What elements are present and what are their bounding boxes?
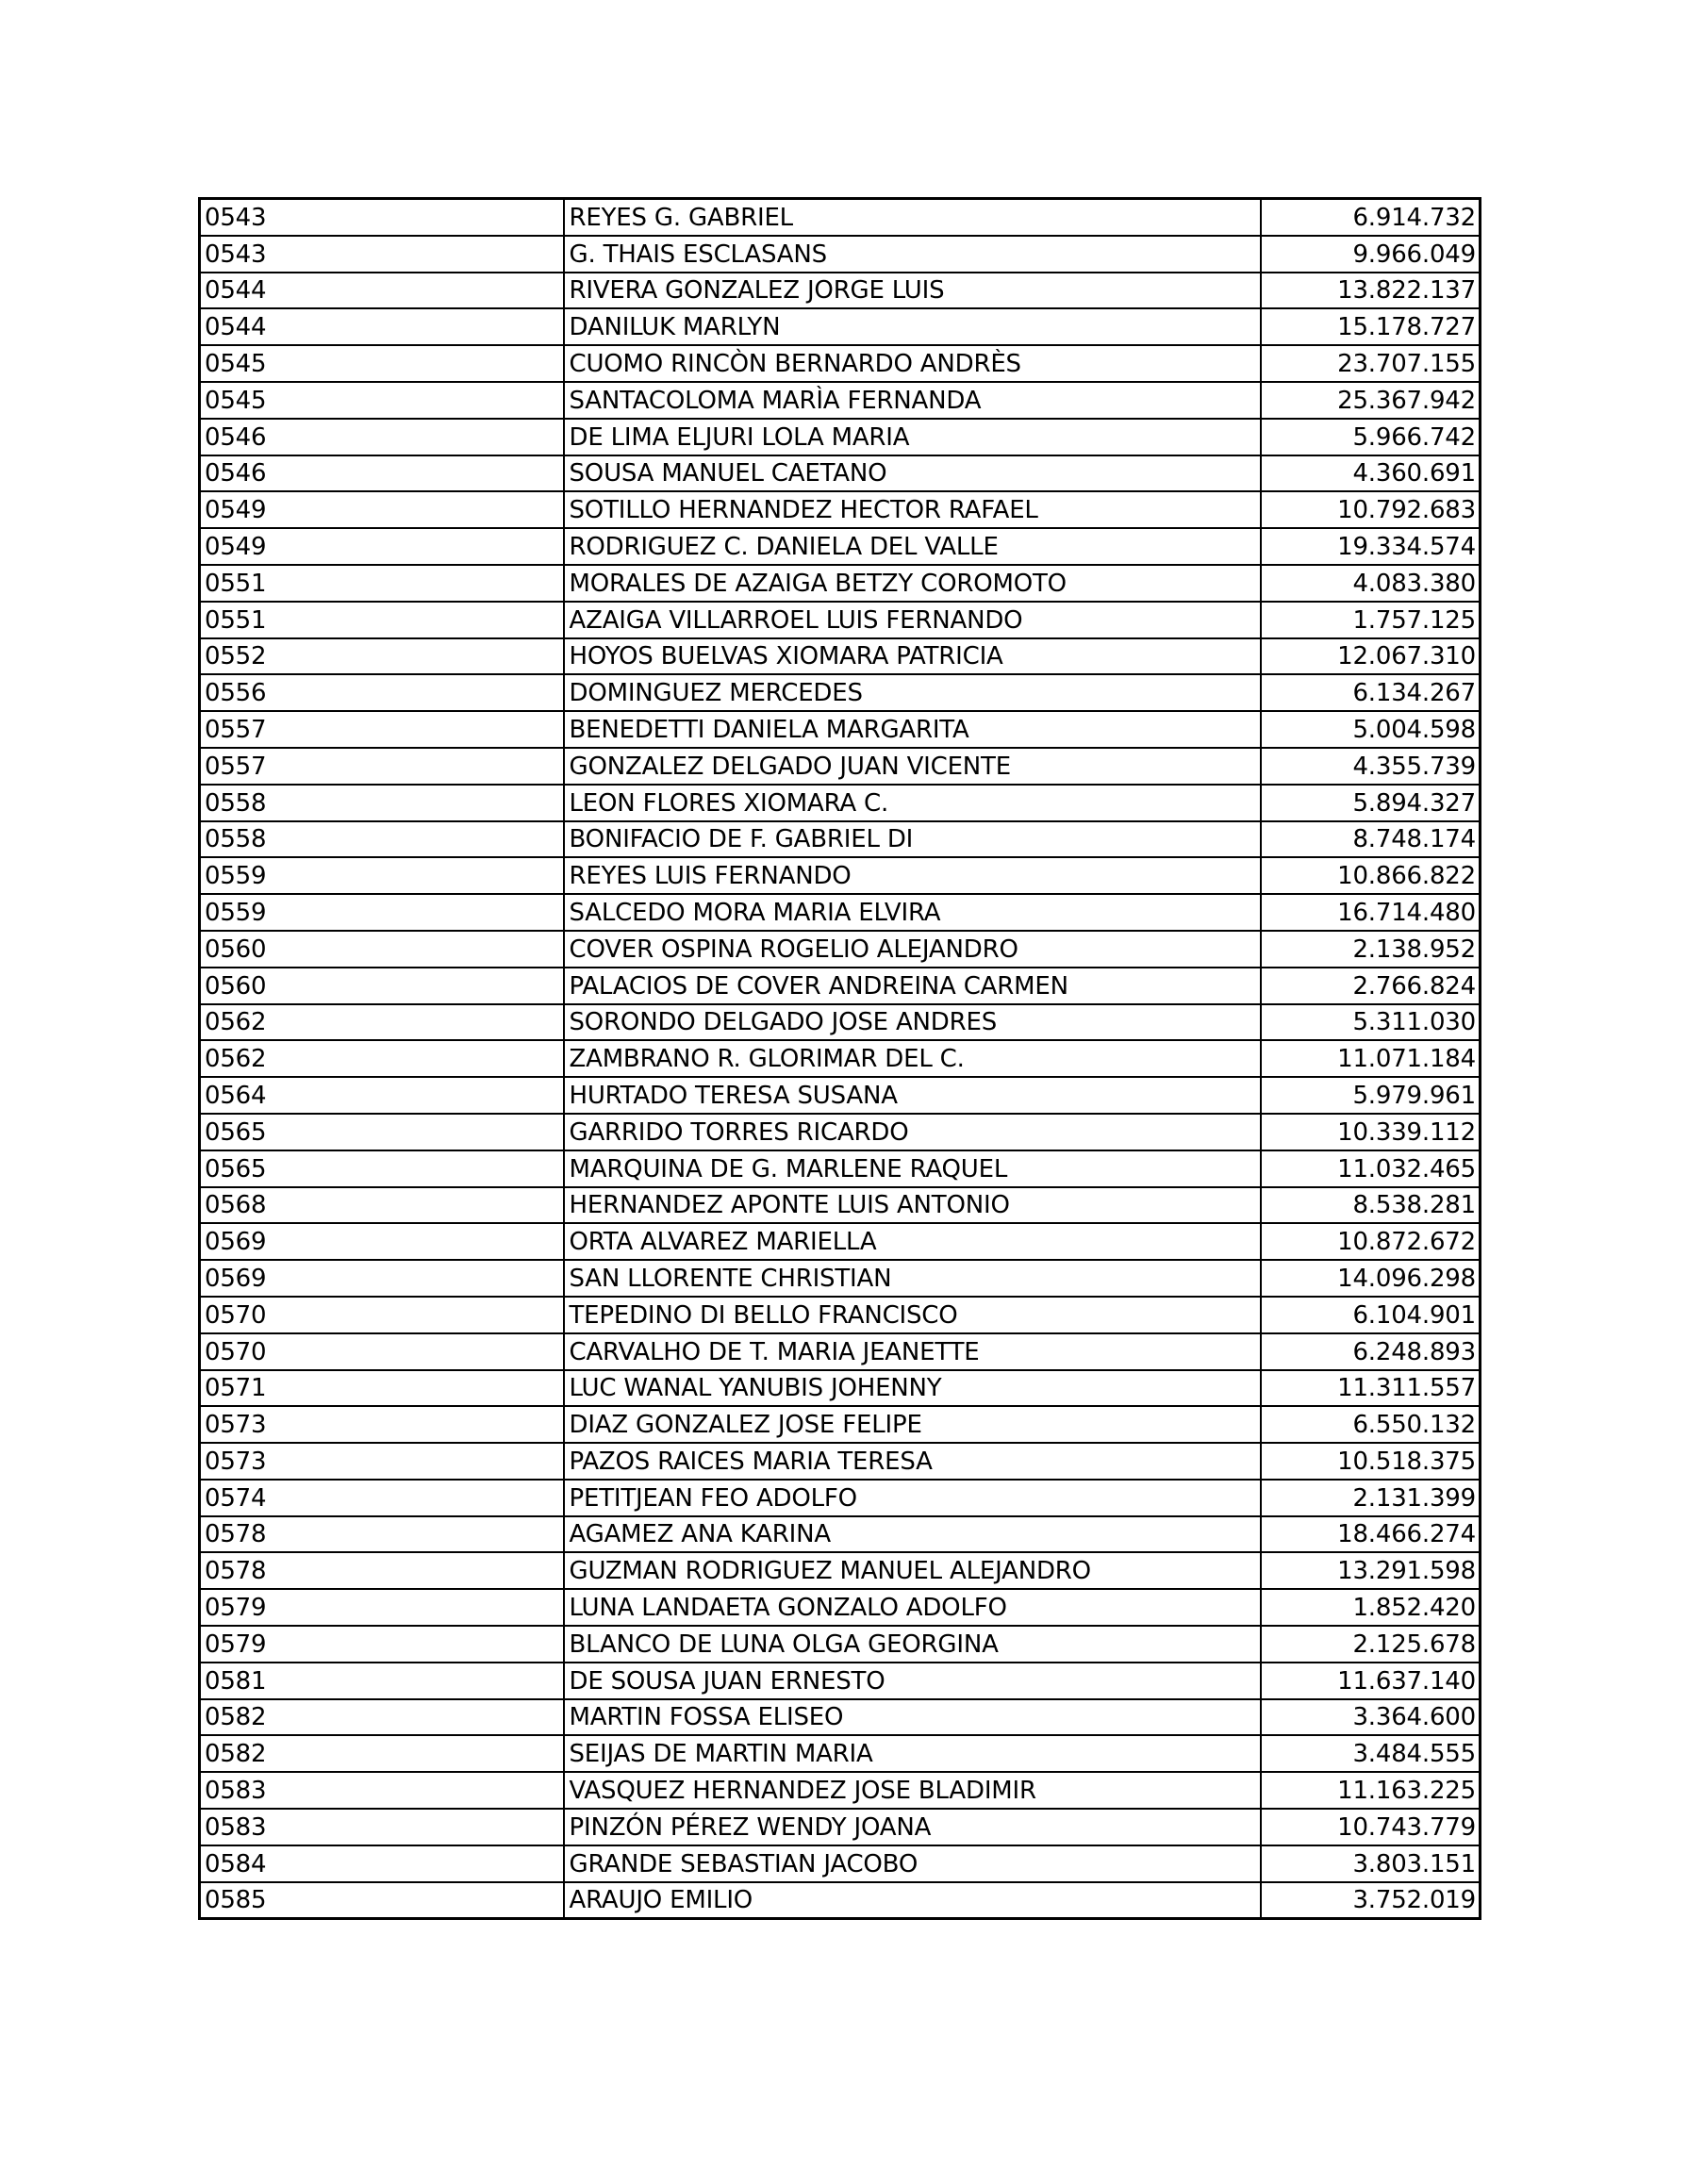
name-cell: AGAMEZ ANA KARINA xyxy=(564,1516,1261,1553)
code-cell: 0558 xyxy=(200,785,564,821)
amount-cell: 11.311.557 xyxy=(1261,1370,1481,1407)
table-row xyxy=(200,821,1481,858)
name-cell: LEON FLORES XIOMARA C. xyxy=(564,785,1261,821)
amount-cell: 11.163.225 xyxy=(1261,1772,1481,1809)
table-row xyxy=(200,1370,1481,1407)
code-cell: 0581 xyxy=(200,1663,564,1699)
table-row xyxy=(200,1735,1481,1772)
name-cell: VASQUEZ HERNANDEZ JOSE BLADIMIR xyxy=(564,1772,1261,1809)
amount-cell: 13.291.598 xyxy=(1261,1552,1481,1589)
amount-cell: 6.550.132 xyxy=(1261,1406,1481,1443)
name-cell: SORONDO DELGADO JOSE ANDRES xyxy=(564,1004,1261,1041)
name-cell: LUC WANAL YANUBIS JOHENNY xyxy=(564,1370,1261,1407)
amount-cell: 6.134.267 xyxy=(1261,674,1481,711)
code-cell: 0556 xyxy=(200,674,564,711)
code-cell: 0543 xyxy=(200,236,564,273)
amount-cell: 10.872.672 xyxy=(1261,1223,1481,1260)
code-cell: 0573 xyxy=(200,1406,564,1443)
code-cell: 0571 xyxy=(200,1370,564,1407)
name-cell: LUNA LANDAETA GONZALO ADOLFO xyxy=(564,1589,1261,1626)
name-cell: DOMINGUEZ MERCEDES xyxy=(564,674,1261,711)
code-cell: 0545 xyxy=(200,382,564,419)
code-cell: 0551 xyxy=(200,602,564,638)
ledger-table xyxy=(198,197,1481,1920)
name-cell: HOYOS BUELVAS XIOMARA PATRICIA xyxy=(564,638,1261,675)
table-row xyxy=(200,565,1481,602)
code-cell: 0551 xyxy=(200,565,564,602)
name-cell: BONIFACIO DE F. GABRIEL DI xyxy=(564,821,1261,858)
table-row xyxy=(200,1406,1481,1443)
name-cell: SOTILLO HERNANDEZ HECTOR RAFAEL xyxy=(564,491,1261,528)
name-cell: DIAZ GONZALEZ JOSE FELIPE xyxy=(564,1406,1261,1443)
code-cell: 0560 xyxy=(200,968,564,1004)
amount-cell: 1.852.420 xyxy=(1261,1589,1481,1626)
table-row xyxy=(200,968,1481,1004)
name-cell: SALCEDO MORA MARIA ELVIRA xyxy=(564,894,1261,931)
table-row xyxy=(200,199,1481,236)
table-row xyxy=(200,1516,1481,1553)
code-cell: 0584 xyxy=(200,1845,564,1882)
table-row xyxy=(200,455,1481,492)
code-cell: 0544 xyxy=(200,308,564,345)
table-row xyxy=(200,1882,1481,1919)
name-cell: GUZMAN RODRIGUEZ MANUEL ALEJANDRO xyxy=(564,1552,1261,1589)
name-cell: PINZÓN PÉREZ WENDY JOANA xyxy=(564,1809,1261,1845)
table-row xyxy=(200,1150,1481,1187)
amount-cell: 10.518.375 xyxy=(1261,1443,1481,1480)
amount-cell: 10.339.112 xyxy=(1261,1114,1481,1150)
amount-cell: 1.757.125 xyxy=(1261,602,1481,638)
table-row xyxy=(200,748,1481,785)
code-cell: 0544 xyxy=(200,273,564,309)
table-row xyxy=(200,1626,1481,1663)
code-cell: 0585 xyxy=(200,1882,564,1919)
name-cell: MARTIN FOSSA ELISEO xyxy=(564,1699,1261,1736)
code-cell: 0570 xyxy=(200,1333,564,1370)
name-cell: DE SOUSA JUAN ERNESTO xyxy=(564,1663,1261,1699)
code-cell: 0565 xyxy=(200,1114,564,1150)
amount-cell: 5.311.030 xyxy=(1261,1004,1481,1041)
code-cell: 0582 xyxy=(200,1699,564,1736)
code-cell: 0557 xyxy=(200,711,564,748)
amount-cell: 8.538.281 xyxy=(1261,1187,1481,1224)
amount-cell: 2.766.824 xyxy=(1261,968,1481,1004)
code-cell: 0545 xyxy=(200,345,564,382)
name-cell: ORTA ALVAREZ MARIELLA xyxy=(564,1223,1261,1260)
code-cell: 0574 xyxy=(200,1480,564,1516)
table-row xyxy=(200,419,1481,455)
table-row xyxy=(200,1480,1481,1516)
amount-cell: 3.484.555 xyxy=(1261,1735,1481,1772)
amount-cell: 5.966.742 xyxy=(1261,419,1481,455)
table-row xyxy=(200,1443,1481,1480)
code-cell: 0570 xyxy=(200,1297,564,1333)
amount-cell: 3.752.019 xyxy=(1261,1882,1481,1919)
amount-cell: 11.032.465 xyxy=(1261,1150,1481,1187)
name-cell: AZAIGA VILLARROEL LUIS FERNANDO xyxy=(564,602,1261,638)
table-row xyxy=(200,894,1481,931)
name-cell: REYES LUIS FERNANDO xyxy=(564,857,1261,894)
amount-cell: 18.466.274 xyxy=(1261,1516,1481,1553)
amount-cell: 14.096.298 xyxy=(1261,1260,1481,1297)
name-cell: G. THAIS ESCLASANS xyxy=(564,236,1261,273)
code-cell: 0562 xyxy=(200,1004,564,1041)
code-cell: 0568 xyxy=(200,1187,564,1224)
amount-cell: 3.803.151 xyxy=(1261,1845,1481,1882)
amount-cell: 2.125.678 xyxy=(1261,1626,1481,1663)
table-row xyxy=(200,638,1481,675)
name-cell: HERNANDEZ APONTE LUIS ANTONIO xyxy=(564,1187,1261,1224)
name-cell: COVER OSPINA ROGELIO ALEJANDRO xyxy=(564,931,1261,968)
name-cell: GRANDE SEBASTIAN JACOBO xyxy=(564,1845,1261,1882)
code-cell: 0546 xyxy=(200,455,564,492)
amount-cell: 15.178.727 xyxy=(1261,308,1481,345)
name-cell: SEIJAS DE MARTIN MARIA xyxy=(564,1735,1261,1772)
amount-cell: 25.367.942 xyxy=(1261,382,1481,419)
name-cell: MORALES DE AZAIGA BETZY COROMOTO xyxy=(564,565,1261,602)
table-row xyxy=(200,1187,1481,1224)
code-cell: 0562 xyxy=(200,1040,564,1077)
name-cell: GONZALEZ DELGADO JUAN VICENTE xyxy=(564,748,1261,785)
table-row xyxy=(200,711,1481,748)
name-cell: SANTACOLOMA MARÌA FERNANDA xyxy=(564,382,1261,419)
name-cell: BENEDETTI DANIELA MARGARITA xyxy=(564,711,1261,748)
amount-cell: 8.748.174 xyxy=(1261,821,1481,858)
table-row xyxy=(200,1297,1481,1333)
amount-cell: 11.637.140 xyxy=(1261,1663,1481,1699)
code-cell: 0559 xyxy=(200,894,564,931)
table-row xyxy=(200,1809,1481,1845)
table-row xyxy=(200,1040,1481,1077)
name-cell: HURTADO TERESA SUSANA xyxy=(564,1077,1261,1114)
name-cell: CARVALHO DE T. MARIA JEANETTE xyxy=(564,1333,1261,1370)
code-cell: 0579 xyxy=(200,1589,564,1626)
amount-cell: 4.083.380 xyxy=(1261,565,1481,602)
amount-cell: 4.360.691 xyxy=(1261,455,1481,492)
amount-cell: 12.067.310 xyxy=(1261,638,1481,675)
name-cell: TEPEDINO DI BELLO FRANCISCO xyxy=(564,1297,1261,1333)
amount-cell: 19.334.574 xyxy=(1261,528,1481,565)
amount-cell: 6.104.901 xyxy=(1261,1297,1481,1333)
table-row xyxy=(200,857,1481,894)
amount-cell: 10.866.822 xyxy=(1261,857,1481,894)
name-cell: ZAMBRANO R. GLORIMAR DEL C. xyxy=(564,1040,1261,1077)
code-cell: 0560 xyxy=(200,931,564,968)
table-row xyxy=(200,308,1481,345)
name-cell: GARRIDO TORRES RICARDO xyxy=(564,1114,1261,1150)
name-cell: CUOMO RINCÒN BERNARDO ANDRÈS xyxy=(564,345,1261,382)
name-cell: RIVERA GONZALEZ JORGE LUIS xyxy=(564,273,1261,309)
code-cell: 0546 xyxy=(200,419,564,455)
code-cell: 0559 xyxy=(200,857,564,894)
code-cell: 0543 xyxy=(200,199,564,236)
name-cell: BLANCO DE LUNA OLGA GEORGINA xyxy=(564,1626,1261,1663)
name-cell: SAN LLORENTE CHRISTIAN xyxy=(564,1260,1261,1297)
table-row xyxy=(200,785,1481,821)
amount-cell: 5.004.598 xyxy=(1261,711,1481,748)
amount-cell: 6.914.732 xyxy=(1261,199,1481,236)
table-row xyxy=(200,1260,1481,1297)
table-row xyxy=(200,1699,1481,1736)
amount-cell: 23.707.155 xyxy=(1261,345,1481,382)
code-cell: 0557 xyxy=(200,748,564,785)
table-row xyxy=(200,382,1481,419)
code-cell: 0549 xyxy=(200,528,564,565)
table-row xyxy=(200,528,1481,565)
name-cell: MARQUINA DE G. MARLENE RAQUEL xyxy=(564,1150,1261,1187)
amount-cell: 11.071.184 xyxy=(1261,1040,1481,1077)
name-cell: RODRIGUEZ C. DANIELA DEL VALLE xyxy=(564,528,1261,565)
code-cell: 0552 xyxy=(200,638,564,675)
amount-cell: 9.966.049 xyxy=(1261,236,1481,273)
name-cell: ARAUJO EMILIO xyxy=(564,1882,1261,1919)
code-cell: 0578 xyxy=(200,1516,564,1553)
name-cell: PAZOS RAICES MARIA TERESA xyxy=(564,1443,1261,1480)
code-cell: 0569 xyxy=(200,1223,564,1260)
table-row xyxy=(200,1077,1481,1114)
table-row xyxy=(200,674,1481,711)
name-cell: PALACIOS DE COVER ANDREINA CARMEN xyxy=(564,968,1261,1004)
amount-cell: 13.822.137 xyxy=(1261,273,1481,309)
table-row xyxy=(200,273,1481,309)
amount-cell: 5.894.327 xyxy=(1261,785,1481,821)
code-cell: 0565 xyxy=(200,1150,564,1187)
table-row xyxy=(200,1223,1481,1260)
table-row xyxy=(200,1552,1481,1589)
table-row xyxy=(200,1845,1481,1882)
name-cell: SOUSA MANUEL CAETANO xyxy=(564,455,1261,492)
name-cell: REYES G. GABRIEL xyxy=(564,199,1261,236)
code-cell: 0582 xyxy=(200,1735,564,1772)
code-cell: 0579 xyxy=(200,1626,564,1663)
ledger-table-body xyxy=(200,199,1481,1919)
table-row xyxy=(200,345,1481,382)
amount-cell: 5.979.961 xyxy=(1261,1077,1481,1114)
table-row xyxy=(200,1772,1481,1809)
table-row xyxy=(200,491,1481,528)
code-cell: 0558 xyxy=(200,821,564,858)
amount-cell: 2.138.952 xyxy=(1261,931,1481,968)
code-cell: 0564 xyxy=(200,1077,564,1114)
amount-cell: 16.714.480 xyxy=(1261,894,1481,931)
code-cell: 0583 xyxy=(200,1772,564,1809)
table-row xyxy=(200,1114,1481,1150)
table-row xyxy=(200,1589,1481,1626)
table-row xyxy=(200,1663,1481,1699)
code-cell: 0583 xyxy=(200,1809,564,1845)
name-cell: DANILUK MARLYN xyxy=(564,308,1261,345)
amount-cell: 4.355.739 xyxy=(1261,748,1481,785)
code-cell: 0578 xyxy=(200,1552,564,1589)
amount-cell: 2.131.399 xyxy=(1261,1480,1481,1516)
name-cell: DE LIMA ELJURI LOLA MARIA xyxy=(564,419,1261,455)
code-cell: 0549 xyxy=(200,491,564,528)
amount-cell: 6.248.893 xyxy=(1261,1333,1481,1370)
table-row xyxy=(200,602,1481,638)
table-row xyxy=(200,931,1481,968)
name-cell: PETITJEAN FEO ADOLFO xyxy=(564,1480,1261,1516)
table-row xyxy=(200,236,1481,273)
table-row xyxy=(200,1004,1481,1041)
amount-cell: 10.792.683 xyxy=(1261,491,1481,528)
code-cell: 0569 xyxy=(200,1260,564,1297)
amount-cell: 10.743.779 xyxy=(1261,1809,1481,1845)
table-row xyxy=(200,1333,1481,1370)
amount-cell: 3.364.600 xyxy=(1261,1699,1481,1736)
code-cell: 0573 xyxy=(200,1443,564,1480)
